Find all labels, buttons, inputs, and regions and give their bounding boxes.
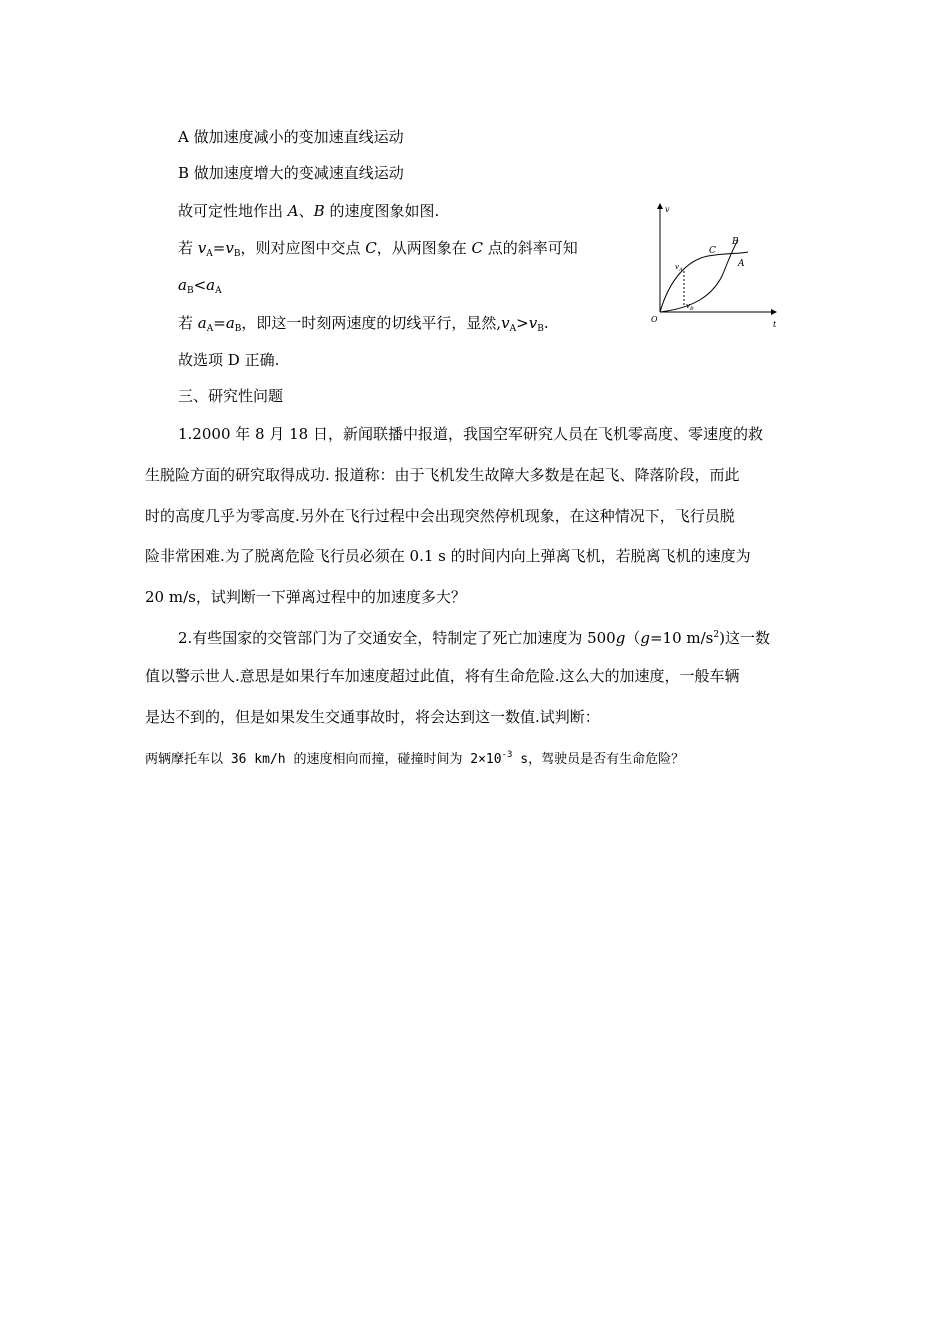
intersection-line: 若 $v_A=v_B$，则对应图中交点 C，从两图象在 C 点的斜率可知 [178, 239, 578, 259]
velocity-time-graph [648, 198, 788, 332]
problem1-line2: 生脱险方面的研究取得成功. 报道称：由于飞机发生故障大多数是在起飞、降落阶段，而此 [145, 466, 740, 484]
problem2-line3: 是达不到的，但是如果发生交通事故时，将会达到这一数值.试判断： [145, 708, 600, 726]
curve-a [660, 252, 748, 312]
curve-a-label: A [738, 259, 745, 269]
tangent-line: 若 $a_A=a_B$，即这一时刻两速度的切线平行，显然$,v_A>v_B$. [178, 314, 549, 334]
origin-label: O [651, 315, 658, 324]
option-b-line: B 做加速度增大的变减速直线运动 [178, 164, 404, 182]
curve-b-label: B [732, 237, 739, 247]
y-axis-label: v [665, 205, 670, 214]
problem2-line4: 两辆摩托车以 36 km/h 的速度相向而撞，碰撞时间为 $2\times 10^{-3}$ s，驾驶员是否有生命危险？ [145, 750, 685, 767]
answer-line: 故选项 D 正确. [178, 351, 280, 369]
problem2-line1: 2.有些国家的交管部门为了交通安全，特制定了死亡加速度为 500g（g=10 $m/s^2$)这一数 [178, 629, 770, 647]
vb-label: $v_B$ [686, 302, 694, 312]
graph-intro-line: 故可定性地作出 A、B 的速度图象如图. [178, 202, 440, 220]
problem1-line4: 险非常困难.为了脱离危险飞行员必须在 0.1 s 的时间内向上弹离飞机，若脱离飞机的速度为 [145, 547, 751, 565]
curve-b [660, 240, 738, 312]
slope-compare-line: $a_B<a_A$ [178, 276, 222, 296]
problem2-line2: 值以警示世人.意思是如果行车加速度超过此值，将有生命危险.这么大的加速度，一般车辆 [145, 667, 740, 685]
va-label: $v_A$ [675, 263, 683, 273]
option-a-line: A 做加速度减小的变加速直线运动 [178, 128, 404, 146]
problem1-line3: 时的高度几乎为零高度.另外在飞行过程中会出现突然停机现象，在这种情况下，飞行员脱 [145, 507, 735, 525]
problem1-line1: 1.2000 年 8 月 18 日，新闻联播中报道，我国空军研究人员在飞机零高度、零速度的救 [178, 425, 763, 443]
section-heading: 三、研究性问题 [178, 387, 284, 405]
x-axis-label: t [773, 320, 777, 329]
point-c-label: C [709, 246, 716, 256]
problem1-line5: 20 m/s，试判断一下弹离过程中的加速度多大？ [145, 588, 466, 606]
